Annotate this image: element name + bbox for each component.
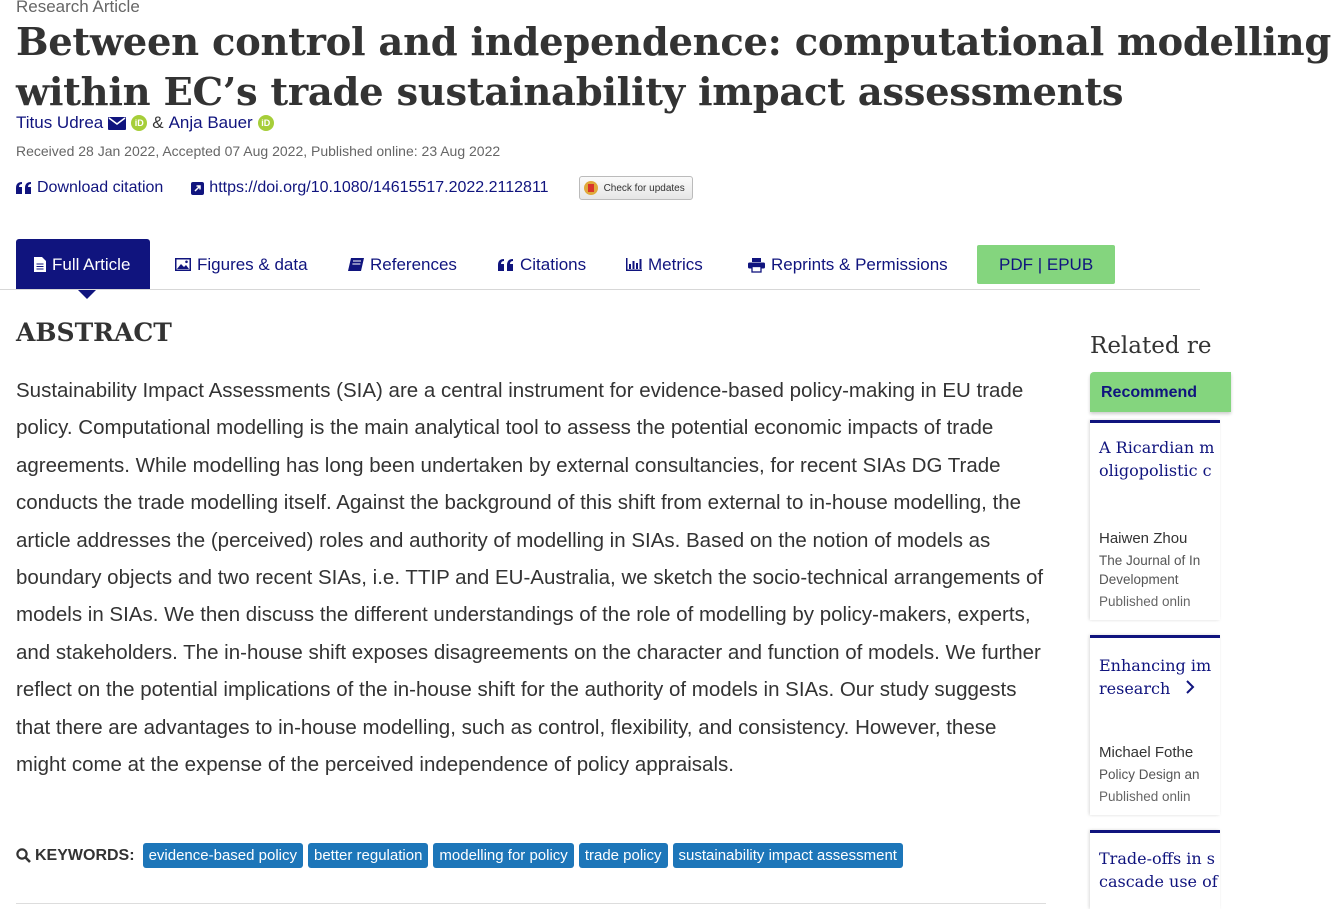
book-icon: [348, 258, 364, 271]
citation-row: [16, 176, 693, 200]
keywords-row: [16, 843, 903, 868]
card-title-line: cascade use of: [1099, 872, 1218, 891]
related-article-card[interactable]: [1090, 420, 1220, 620]
pdf-epub-label: PDF | EPUB: [999, 254, 1094, 274]
tabs-divider: [0, 289, 1200, 290]
download-citation-label: Download citation: [37, 179, 164, 196]
tab-label: Figures & data: [197, 254, 308, 274]
orcid-icon[interactable]: iD: [131, 115, 147, 131]
tab-metrics[interactable]: [626, 239, 703, 290]
section-divider: [16, 903, 1046, 904]
author-separator: &: [152, 113, 164, 132]
tab-label: Full Article: [52, 254, 131, 274]
abstract-heading: ABSTRACT: [16, 318, 172, 347]
tab-references[interactable]: [348, 239, 457, 290]
tab-recommended[interactable]: Recommend: [1090, 372, 1231, 412]
tab-label: Metrics: [648, 254, 703, 274]
keyword-tag[interactable]: trade policy: [579, 843, 668, 868]
card-title-line: research: [1099, 679, 1171, 698]
card-journal-line: Development: [1099, 572, 1179, 587]
card-published: Published onlin: [1099, 789, 1191, 804]
card-title[interactable]: [1099, 847, 1220, 893]
quote-icon: [16, 182, 32, 194]
abstract-body: Sustainability Impact Assessments (SIA) are a central instrument for evidence-based policy-making in EU trade policy. Computational modelling is the main analytical tool to assess the potential economic impacts of trade agreements. While modelling has long been undertaken by external consultancies, for recent SIAs DG Trade conducts the trade modelling itself. Against the background of this shift from external to in-house modelling, the article addresses the (perceived) roles and authority of modelling in SIAs. Based on the notion of models as boundary objects and two recent SIAs, i.e. TTIP and EU-Australia, we sketch the socio-technical arrangements of models in SIAs. We then discuss the different understandings of the role of modelling by policy-makers, experts, and stakeholders. The in-house shift exposes disagreements on the character and function of models. We further reflect on the potential implications of the in-house shift for the authority of models in SIAs. Our study suggests that there are advantages to in-house modelling, such as control, flexibility, and consistency. However, these might come at the expense of the perceived independence of policy appraisals.: [16, 379, 1044, 777]
document-icon: [34, 257, 46, 272]
card-author: Haiwen Zhou: [1099, 530, 1188, 547]
card-journal: Policy Design an: [1099, 767, 1200, 782]
keyword-tag[interactable]: better regulation: [308, 843, 428, 868]
card-title[interactable]: [1099, 436, 1220, 482]
external-link-icon: [191, 182, 204, 195]
author-link-udrea[interactable]: Titus Udrea: [16, 113, 104, 132]
card-journal-line: The Journal of In: [1099, 553, 1201, 568]
doi-label: https://doi.org/10.1080/14615517.2022.2112811: [209, 179, 549, 196]
tab-label: Reprints & Permissions: [771, 254, 948, 274]
keywords-label-text: KEYWORDS:: [35, 846, 135, 864]
pdf-epub-button[interactable]: [977, 245, 1115, 284]
print-icon: [748, 258, 765, 272]
card-author: Michael Fothe: [1099, 744, 1194, 761]
check-for-updates-label: Check for updates: [603, 182, 685, 194]
keywords-label: [16, 847, 135, 865]
card-title-line: A Ricardian m: [1099, 438, 1215, 457]
keyword-tag[interactable]: sustainability impact assessment: [673, 843, 903, 868]
image-icon: [175, 258, 191, 271]
check-for-updates-button[interactable]: [579, 176, 693, 200]
related-article-card[interactable]: [1090, 635, 1220, 815]
publication-dates: Received 28 Jan 2022, Accepted 07 Aug 2022, Published online: 23 Aug 2022: [16, 143, 501, 159]
keyword-tag[interactable]: evidence-based policy: [143, 843, 303, 868]
card-title[interactable]: [1099, 654, 1220, 700]
tab-citations[interactable]: [498, 239, 586, 290]
quote-icon: [498, 259, 514, 271]
bar-chart-icon: [626, 258, 642, 271]
article-title: [16, 18, 1331, 118]
crossmark-icon: [584, 181, 598, 195]
tab-reprints-permissions[interactable]: [748, 239, 948, 290]
article-type: Research Article: [16, 0, 140, 16]
doi-link[interactable]: [191, 179, 548, 197]
author-list: [16, 113, 274, 133]
search-icon: [16, 848, 31, 863]
orcid-icon[interactable]: iD: [258, 115, 274, 131]
tab-label: References: [370, 254, 457, 274]
author-link-bauer[interactable]: Anja Bauer: [168, 113, 253, 132]
envelope-icon[interactable]: [108, 117, 126, 130]
title-line-1: Between control and independence: computational modelling: [16, 20, 1331, 65]
title-line-2: within EC’s trade sustainability impact assessments: [16, 70, 1124, 115]
keyword-tag[interactable]: modelling for policy: [433, 843, 573, 868]
card-journal: [1099, 551, 1220, 589]
card-title-line: oligopolistic c: [1099, 461, 1212, 480]
article-tabs: [0, 239, 1200, 290]
card-title-line: Trade-offs in s: [1099, 849, 1215, 868]
related-article-card[interactable]: [1090, 830, 1220, 909]
tab-label: Citations: [520, 254, 587, 274]
related-heading: Related re: [1090, 333, 1212, 359]
download-citation-link[interactable]: [16, 179, 163, 197]
chevron-right-icon: [1185, 680, 1195, 694]
tab-figures-data[interactable]: [175, 239, 308, 290]
tab-full-article[interactable]: [16, 239, 150, 290]
card-published: Published onlin: [1099, 594, 1191, 609]
card-title-line: Enhancing im: [1099, 656, 1212, 675]
